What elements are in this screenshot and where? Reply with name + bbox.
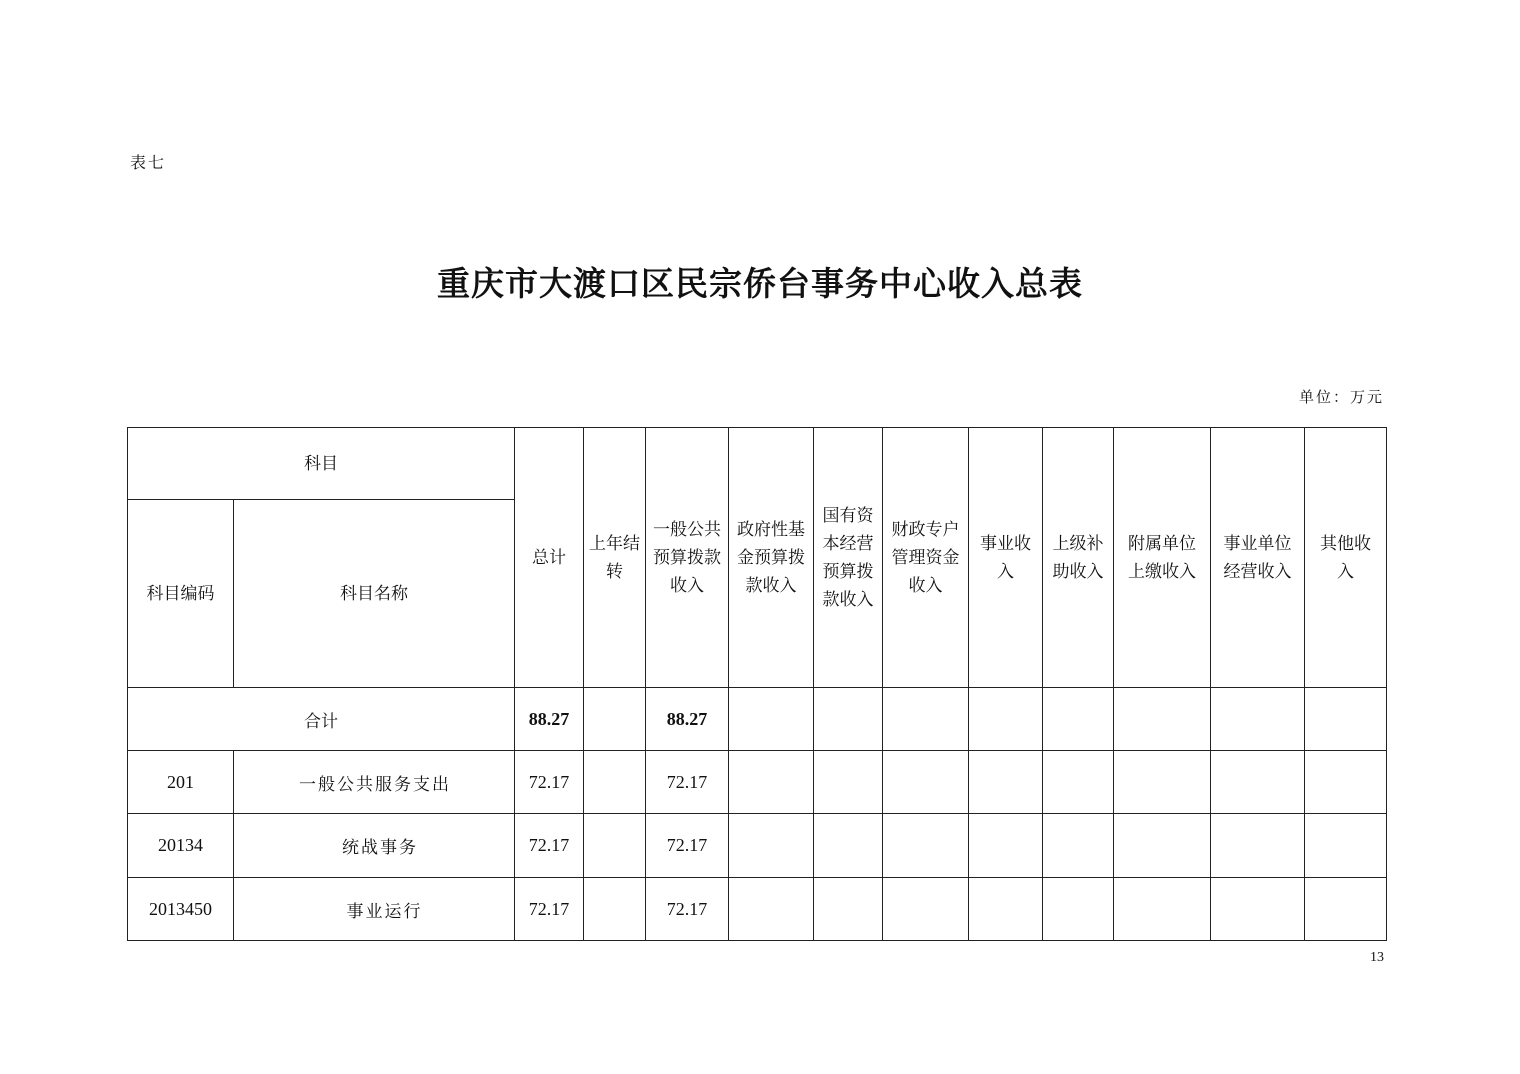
page-title: 重庆市大渡口区民宗侨台事务中心收入总表	[437, 264, 1083, 303]
row-general-budget: 72.17	[646, 878, 729, 941]
page-number: 13	[1370, 950, 1384, 965]
header-state-capital: 国有资 本经营 预算拨 款收入	[814, 428, 883, 688]
header-carryover: 上年结 转	[584, 428, 646, 688]
row-name: 统战事务	[234, 814, 515, 878]
header-subject-name: 科目名称	[234, 500, 515, 688]
header-business-income: 事业收 入	[969, 428, 1043, 688]
table-row	[128, 878, 1387, 941]
row-general-budget: 72.17	[646, 751, 729, 814]
row-code: 20134	[128, 814, 234, 878]
total-general-budget: 88.27	[646, 688, 729, 751]
table-row	[128, 814, 1387, 878]
row-code: 201	[128, 751, 234, 814]
table-row	[128, 751, 1387, 814]
header-total: 总计	[515, 428, 584, 688]
row-total: 72.17	[515, 878, 584, 941]
income-table	[127, 427, 1387, 941]
total-label: 合计	[128, 688, 515, 751]
header-business-operation: 事业单位 经营收入	[1211, 428, 1305, 688]
row-total: 72.17	[515, 751, 584, 814]
unit-label: 单位：万元	[1298, 388, 1384, 406]
total-total: 88.27	[515, 688, 584, 751]
row-code: 2013450	[128, 878, 234, 941]
header-subject-code: 科目编码	[128, 500, 234, 688]
header-special-fund: 财政专户 管理资金 收入	[883, 428, 969, 688]
header-superior-subsidy: 上级补 助收入	[1043, 428, 1114, 688]
total-row	[128, 688, 1387, 751]
row-total: 72.17	[515, 814, 584, 878]
row-name: 一般公共服务支出	[234, 751, 515, 814]
row-name: 事业运行	[234, 878, 515, 941]
header-subject: 科目	[128, 428, 515, 500]
header-gov-fund: 政府性基 金预算拨 款收入	[729, 428, 814, 688]
empty-cell	[584, 688, 646, 751]
header-other-income: 其他收 入	[1305, 428, 1387, 688]
table-label: 表七	[130, 153, 167, 172]
header-general-budget: 一般公共 预算拨款 收入	[646, 428, 729, 688]
row-general-budget: 72.17	[646, 814, 729, 878]
header-affiliated-unit: 附属单位 上缴收入	[1114, 428, 1211, 688]
